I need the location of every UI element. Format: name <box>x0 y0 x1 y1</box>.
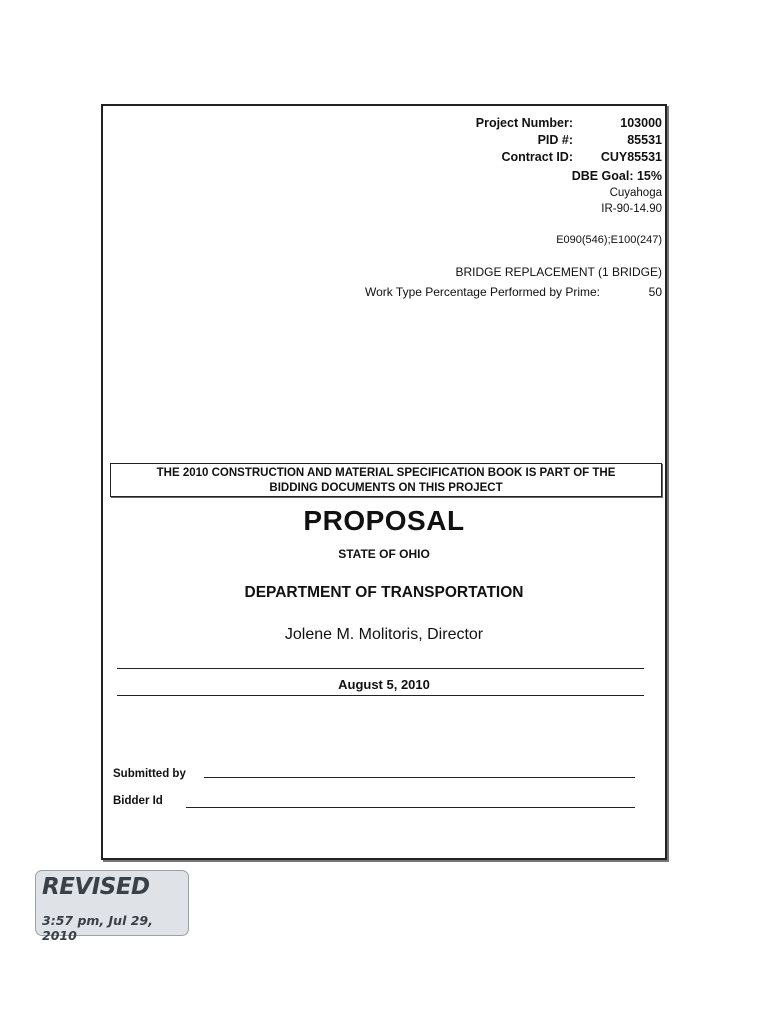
route: IR-90-14.90 <box>601 203 662 215</box>
submitted-by-label: Submitted by <box>113 768 186 780</box>
proposal-date: August 5, 2010 <box>338 677 430 692</box>
pid-label: PID #: <box>537 133 573 147</box>
pid-value: 85531 <box>627 133 662 147</box>
submitted-by-field[interactable] <box>204 777 635 778</box>
bidder-id-field[interactable] <box>186 807 635 808</box>
proposal-title: PROPOSAL <box>303 505 465 536</box>
director-name: Jolene M. Molitoris, Director <box>284 626 484 643</box>
stamp-timestamp: 3:57 pm, Jul 29, 2010 <box>42 913 153 943</box>
date-rule-bottom <box>117 695 644 696</box>
contract-id-label: Contract ID: <box>501 150 573 164</box>
date-rule-top <box>117 668 644 669</box>
department-name: DEPARTMENT OF TRANSPORTATION <box>244 584 524 601</box>
bidder-id-label: Bidder Id <box>113 795 163 807</box>
spec-notice-box <box>110 463 662 497</box>
dbe-goal: DBE Goal: 15% <box>571 169 662 183</box>
work-type-label: Work Type Percentage Performed by Prime: <box>365 285 600 299</box>
contract-id-value: CUY85531 <box>600 150 662 164</box>
stamp-title: REVISED <box>42 874 150 900</box>
project-number-value: 103000 <box>620 116 662 130</box>
revised-stamp <box>35 870 189 943</box>
project-codes: E090(546);E100(247) <box>556 234 662 246</box>
spec-notice-line-2: BIDDING DOCUMENTS ON THIS PROJECT <box>269 482 503 494</box>
state-of-ohio: STATE OF OHIO <box>338 547 430 561</box>
work-type-value: 50 <box>648 285 662 299</box>
spec-notice-line-1: THE 2010 CONSTRUCTION AND MATERIAL SPECIFICATION BOOK IS PART OF THE <box>156 467 616 479</box>
project-number-label: Project Number: <box>475 116 573 130</box>
work-description: BRIDGE REPLACEMENT (1 BRIDGE) <box>455 265 662 279</box>
county: Cuyahoga <box>609 187 662 199</box>
